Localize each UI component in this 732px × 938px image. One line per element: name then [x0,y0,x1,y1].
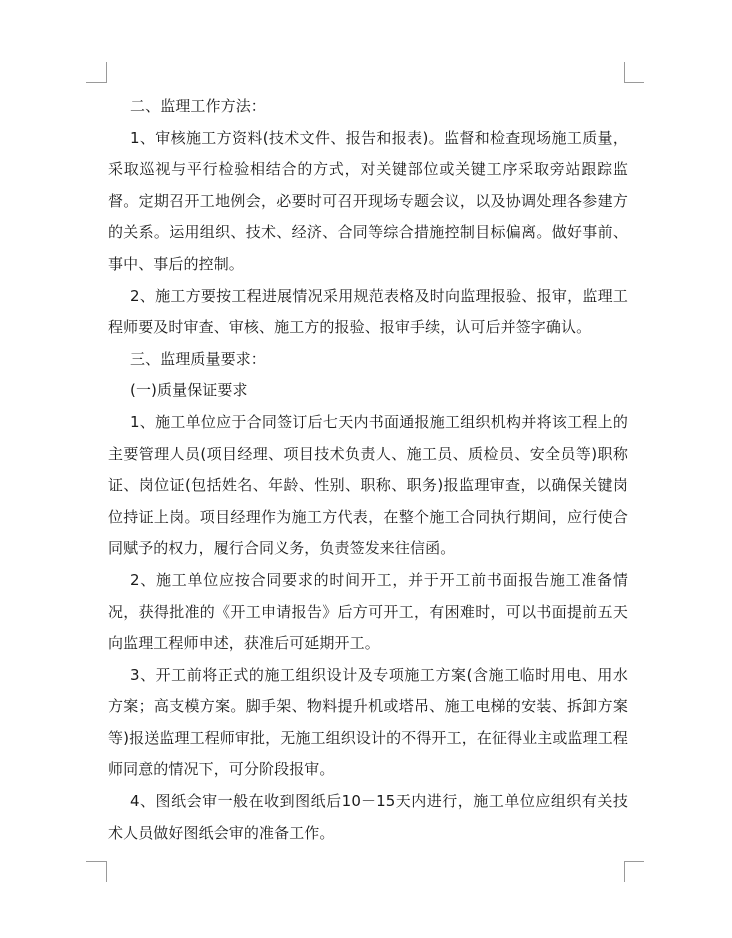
paragraph-quality-2: 2、施工单位应按合同要求的时间开工，并于开工前书面报告施工准备情况，获得批准的《开工申请报告》后方可开工，有困难时，可以书面提前五天向监理工程师申述，获准后可延期开工。 [108,570,628,653]
crop-mark-bottom-left [86,861,106,862]
section-heading-methods: 二、监理工作方法： [130,97,266,115]
crop-mark-top-right [624,62,625,83]
crop-mark-top-right [624,82,644,83]
paragraph-quality-1: 1、施工单位应于合同签订后七天内书面通报施工组织机构并将该工程上的主要管理人员(项目经理、项目技术负责人、施工员、质检员、安全员等)职称证、岗位证(包括姓名、年龄、性别、职称、职务)报监理审查，以确保关键岗位持证上岗。项目经理作为施工方代表，在整个施工合同执行期间，应行使合同赋予的权力，履行合同义务，负责签发来往信函。 [108,412,628,558]
paragraph-method-2: 2、施工方要按工程进展情况采用规范表格及时向监理报验、报审，监理工程师要及时审查、审核、施工方的报验、报审手续，认可后并签字确认。 [108,286,628,337]
crop-mark-bottom-left [106,861,107,882]
crop-mark-bottom-right [624,861,644,862]
subsection-heading-quality-assurance: (一)质量保证要求 [130,381,248,400]
section-heading-quality: 三、监理质量要求： [130,349,266,368]
crop-mark-top-left [86,82,106,83]
paragraph-quality-4: 4、图纸会审一般在收到图纸后10－15天内进行，施工单位应组织有关技术人员做好图纸会审的准备工作。 [108,792,628,842]
crop-mark-top-left [106,62,107,83]
crop-mark-bottom-right [624,861,625,882]
document-body [108,91,628,849]
paragraph-method-1: 1、审核施工方资料(技术文件、报告和报表)。监督和检查现场施工质量，采取巡视与平行检验相结合的方式，对关键部位或关键工序采取旁站跟踪监督。定期召开工地例会，必要时可召开现场专题会议，以及协调处理各参建方的关系。运用组织、技术、经济、合同等综合措施控制目标偏离。做好事前、事中、事后的控制。 [108,128,628,273]
paragraph-quality-3: 3、开工前将正式的施工组织设计及专项施工方案(含施工临时用电、用水方案；高支模方案。脚手架、物料提升机或塔吊、施工电梯的安装、拆卸方案等)报送监理工程师审批，无施工组织设计的不得开工，在征得业主或监理工程师同意的情况下，可分阶段报审。 [108,665,628,779]
